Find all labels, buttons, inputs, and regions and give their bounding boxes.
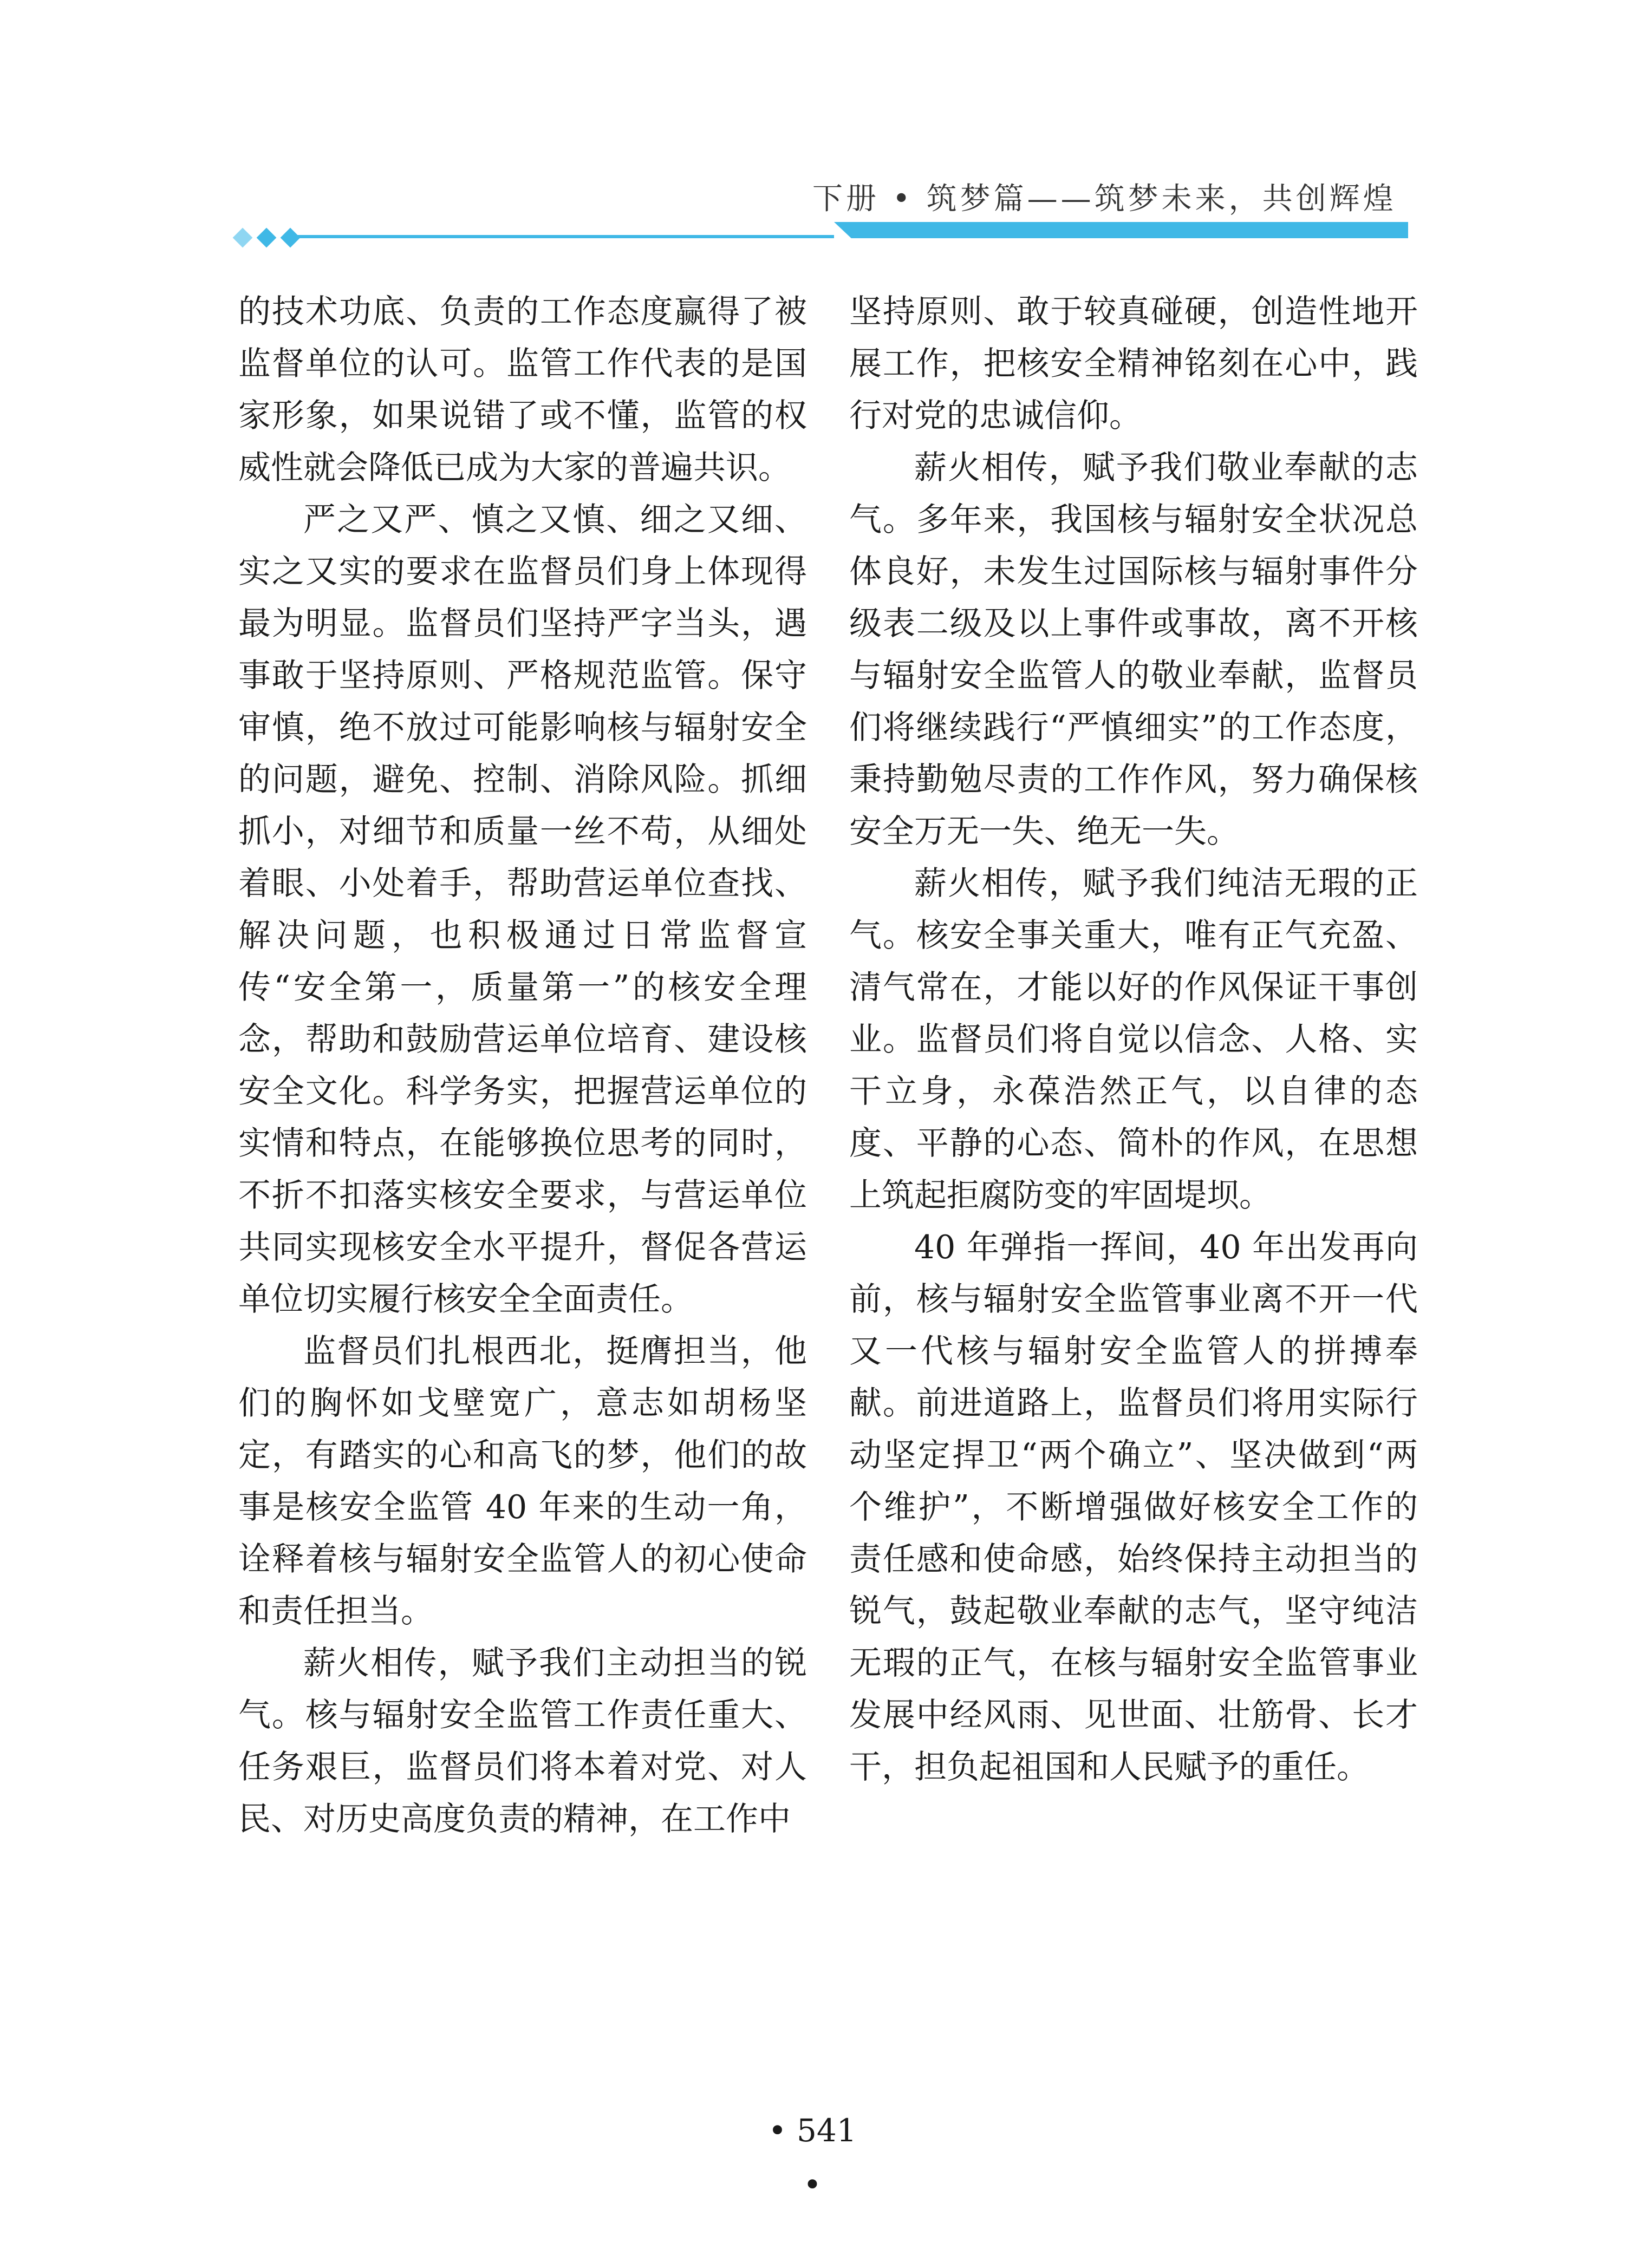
- paragraph: 40 年弹指一挥间，40 年出发再向前，核与辐射安全监管事业离不开一代又一代核与辐射安全监管人的拼搏奉献。前进道路上，监督员们将用实际行动坚定捍卫“两个确立”、坚决做到“两个维护”，不断增强做好核安全工作的责任感和使命感，始终保持主动担当的锐气，鼓起敬业奉献的志气，坚守纯洁无瑕的正气，在核与辐射安全监管事业发展中经风雨、见世面、壮筋骨、长才干，担负起祖国和人民赋予的重任。: [849, 1228, 1418, 1786]
- left-column: [238, 286, 807, 1937]
- header-rule: [292, 235, 1408, 236]
- page-number: • 541 •: [768, 2112, 857, 2203]
- paragraph: 薪火相传，赋予我们敬业奉献的志气。多年来，我国核与辐射安全状况总体良好，未发生过国际核与辐射事件分级表二级及以上事件或事故，离不开核与辐射安全监管人的敬业奉献，监督员们将继续践行“严慎细实”的工作态度，秉持勤勉尽责的工作作风，努力确保核安全万无一失、绝无一失。: [849, 449, 1418, 851]
- diamond-icon: [233, 228, 253, 248]
- header-rule-bar: [834, 222, 1408, 238]
- paragraph: 严之又严、慎之又慎、细之又细、实之又实的要求在监督员们身上体现得最为明显。监督员们坚持严字当头，遇事敢于坚持原则、严格规范监管。保守审慎，绝不放过可能影响核与辐射安全的问题，避免、控制、消除风险。抓细抓小，对细节和质量一丝不苟，从细处着眼、小处着手，帮助营运单位查找、解决问题，也积极通过日常监督宣传“安全第一，质量第一”的核安全理念，帮助和鼓励营运单位培育、建设核安全文化。科学务实，把握营运单位的实情和特点，在能够换位思考的同时，不折不扣落实核安全要求，与营运单位共同实现核安全水平提升，督促各营运单位切实履行核安全全面责任。: [238, 501, 807, 1318]
- header-ornament: [236, 225, 297, 250]
- header-rule-thin: [292, 235, 834, 238]
- paragraph: 的技术功底、负责的工作态度赢得了被监督单位的认可。监管工作代表的是国家形象，如果说错了或不懂，监管的权威性就会降低已成为大家的普遍共识。: [238, 293, 807, 487]
- paragraph: 监督员们扎根西北，挺膺担当，他们的胸怀如戈壁宽广，意志如胡杨坚定，有踏实的心和高飞的梦，他们的故事是核安全监管 40 年来的生动一角，诠释着核与辐射安全监管人的初心使命和责任担当。: [238, 1332, 807, 1630]
- paragraph: 薪火相传，赋予我们主动担当的锐气。核与辐射安全监管工作责任重大、任务艰巨，监督员们将本着对党、对人民、对历史高度负责的精神，在工作中: [238, 1644, 807, 1838]
- paragraph: 薪火相传，赋予我们纯洁无瑕的正气。核安全事关重大，唯有正气充盈、清气常在，才能以好的作风保证干事创业。监督员们将自觉以信念、人格、实干立身，永葆浩然正气，以自律的态度、平静的心态、简朴的作风，在思想上筑起拒腐防变的牢固堤坝。: [849, 865, 1418, 1214]
- diamond-icon: [257, 228, 277, 248]
- paragraph: 坚持原则、敢于较真碰硬，创造性地开展工作，把核安全精神铭刻在心中，践行对党的忠诚信仰。: [849, 293, 1418, 435]
- running-header: 下册 • 筑梦篇——筑梦未来，共创辉煌: [812, 181, 1397, 217]
- right-column: [849, 286, 1418, 1937]
